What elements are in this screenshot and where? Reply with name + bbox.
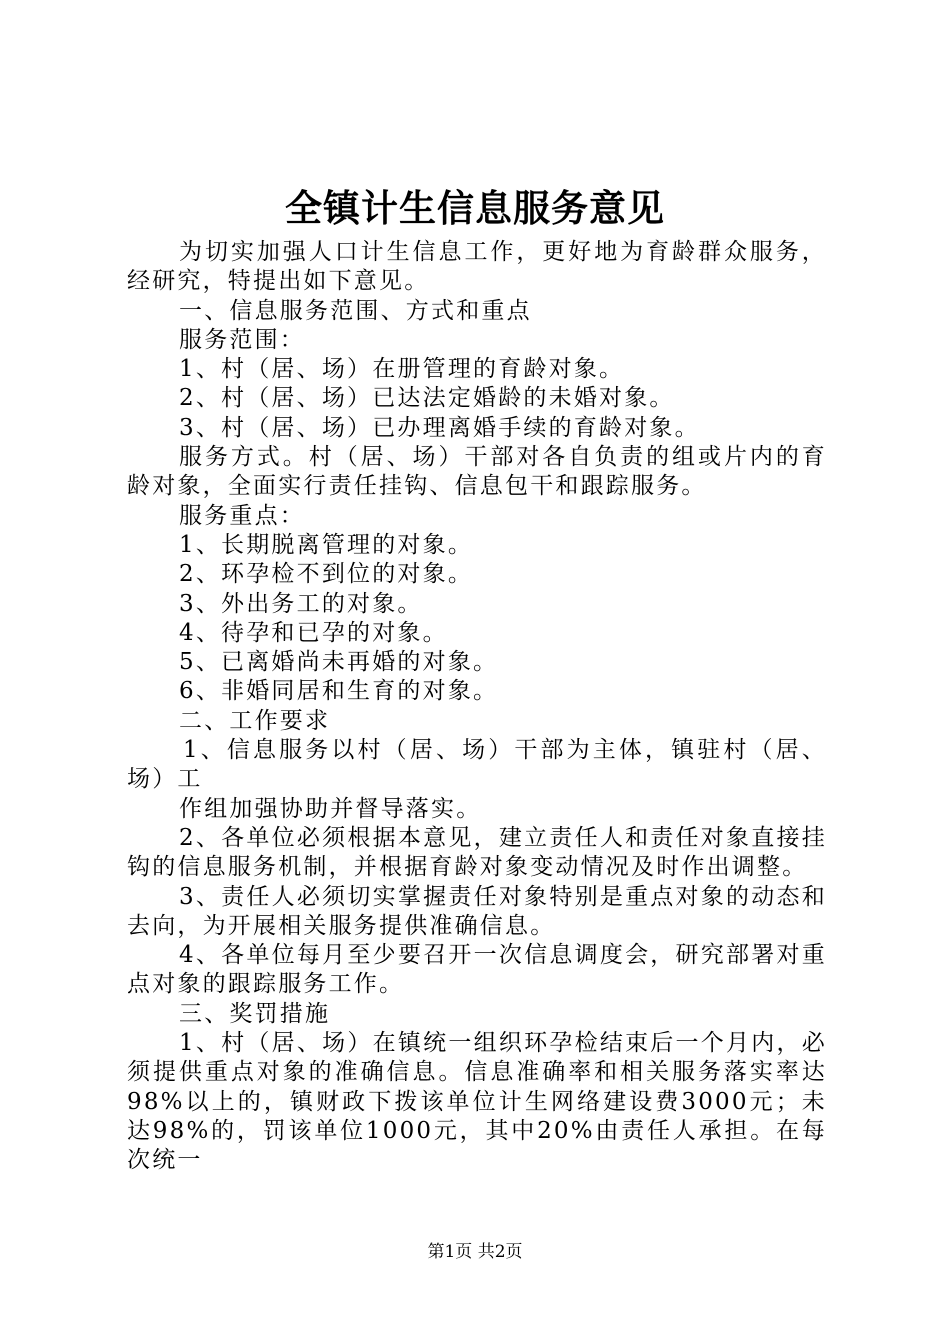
- list-item: 3、外出务工的对象。: [179, 590, 423, 617]
- reward-item: 1、村（居、场）在镇统一组织环孕检结束后一个月内，必须提供重点对象的准确信息。信息准确率和相关服务落实率达98%以上的，镇财政下拨该单位计生网络建设费3000元；未达98%的，罚该单位1000元，其中20%由责任人承担。在每次统一: [127, 1030, 827, 1174]
- requirement-item: 4、各单位每月至少要召开一次信息调度会，研究部署对重点对象的跟踪服务工作。: [127, 942, 827, 998]
- paragraph-method: 服务方式。村（居、场）干部对各自负责的组或片内的育龄对象，全面实行责任挂钩、信息包干和跟踪服务。: [127, 444, 827, 500]
- list-item: 2、村（居、场）已达法定婚龄的未婚对象。: [179, 385, 675, 412]
- list-item: 1、村（居、场）在册管理的育龄对象。: [179, 356, 625, 383]
- section-heading-1: 一、信息服务范围、方式和重点: [179, 297, 532, 324]
- section-heading-2: 二、工作要求: [179, 707, 331, 734]
- requirement-item-continued: 作组加强协助并督导落实。: [179, 795, 482, 822]
- page-title: 全镇计生信息服务意见: [285, 186, 665, 230]
- list-item: 2、环孕检不到位的对象。: [179, 561, 474, 588]
- page-footer: 第1页 共2页: [427, 1242, 523, 1262]
- list-item: 4、待孕和已孕的对象。: [179, 619, 448, 646]
- subheading-focus: 服务重点：: [179, 502, 305, 529]
- requirement-item: 1、信息服务以村（居、场）干部为主体，镇驻村（居、场）工: [127, 737, 827, 793]
- list-item: 6、非婚同居和生育的对象。: [179, 678, 499, 705]
- subheading-scope: 服务范围：: [179, 326, 305, 353]
- section-heading-3: 三、奖罚措施: [179, 1000, 331, 1027]
- list-item: 3、村（居、场）已办理离婚手续的育龄对象。: [179, 414, 700, 441]
- list-item: 1、长期脱离管理的对象。: [179, 531, 474, 558]
- requirement-item: 2、各单位必须根据本意见，建立责任人和责任对象直接挂钩的信息服务机制，并根据育龄对象变动情况及时作出调整。: [127, 824, 827, 881]
- requirement-item: 3、责任人必须切实掌握责任对象特别是重点对象的动态和去向，为开展相关服务提供准确信息。: [127, 883, 827, 939]
- list-item: 5、已离婚尚未再婚的对象。: [179, 649, 499, 676]
- paragraph-intro: 为切实加强人口计生信息工作，更好地为育龄群众服务，经研究，特提出如下意见。: [127, 239, 827, 295]
- document-body: [127, 238, 827, 1176]
